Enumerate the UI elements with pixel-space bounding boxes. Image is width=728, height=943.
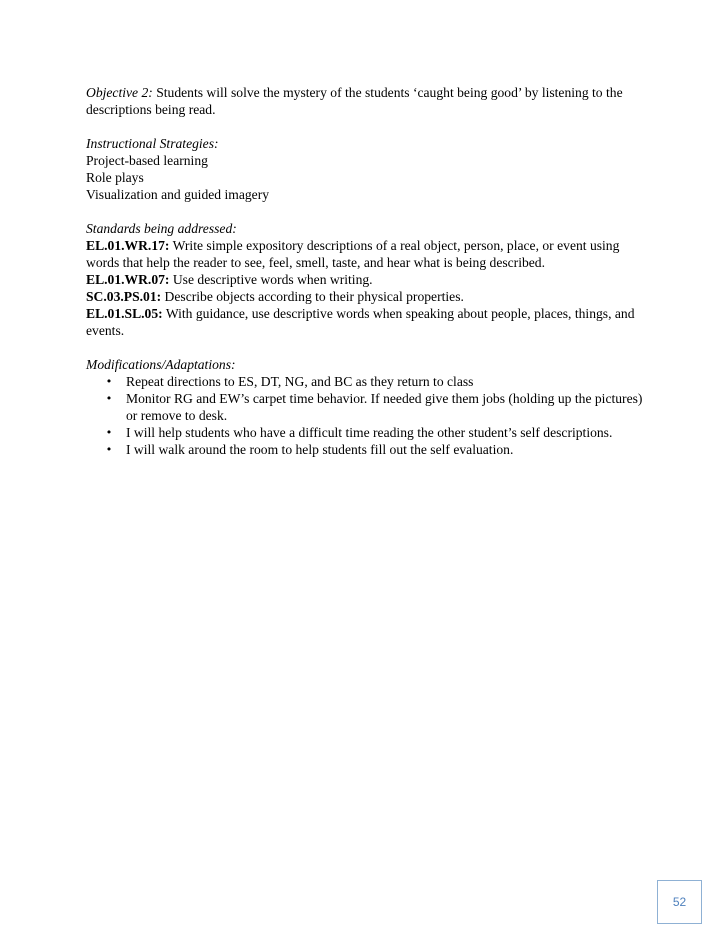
bullet-icon: •: [105, 392, 113, 405]
objective-text: Students will solve the mystery of the students ‘caught being good’ by listening to the descriptions being read.: [86, 85, 623, 117]
standard-item: [86, 288, 656, 305]
standard-code: EL.01.WR.07:: [86, 272, 170, 287]
standard-text: Use descriptive words when writing.: [169, 272, 373, 287]
spacer: [86, 118, 656, 135]
list-item-text: I will walk around the room to help students fill out the self evaluation.: [126, 442, 514, 457]
list-item-text: Repeat directions to ES, DT, NG, and BC as they return to class: [126, 374, 474, 389]
standard-item: [86, 271, 656, 288]
standards-heading: Standards being addressed:: [86, 221, 237, 236]
list-item: [86, 424, 656, 441]
page-number-box: [657, 880, 702, 924]
list-item: [86, 441, 656, 458]
objective-label: Objective 2:: [86, 85, 153, 100]
page-number: 52: [672, 895, 687, 909]
spacer: [86, 339, 656, 356]
bullet-icon: •: [105, 375, 113, 388]
bullet-icon: •: [105, 426, 113, 439]
strategy-item: Role plays: [86, 170, 144, 185]
list-item: [86, 373, 656, 390]
list-item-text: Monitor RG and EW’s carpet time behavior. If needed give them jobs (holding up the pictures) or remove to desk.: [126, 391, 643, 423]
spacer: [86, 203, 656, 220]
standard-item: [86, 237, 656, 271]
strategy-item: Project-based learning: [86, 153, 208, 168]
objective-paragraph: [86, 84, 656, 118]
modifications-list: [86, 373, 656, 458]
list-item-text: I will help students who have a difficult time reading the other student’s self descriptions.: [126, 425, 613, 440]
standard-code: EL.01.SL.05:: [86, 306, 163, 321]
bullet-icon: •: [105, 443, 113, 456]
standard-text: Write simple expository descriptions of a real object, person, place, or event using words that help the reader to see, feel, smell, taste, and hear what is being described.: [86, 238, 620, 270]
standard-text: Describe objects according to their physical properties.: [161, 289, 464, 304]
standard-text: With guidance, use descriptive words when speaking about people, places, things, and events.: [86, 306, 635, 338]
strategy-item: Visualization and guided imagery: [86, 187, 270, 202]
list-item: [86, 390, 656, 424]
strategies-heading: Instructional Strategies:: [86, 136, 219, 151]
standard-item: [86, 305, 656, 339]
modifications-heading: Modifications/Adaptations:: [86, 357, 236, 372]
page-content: [86, 84, 656, 458]
standard-code: SC.03.PS.01:: [86, 289, 162, 304]
standard-code: EL.01.WR.17:: [86, 238, 170, 253]
